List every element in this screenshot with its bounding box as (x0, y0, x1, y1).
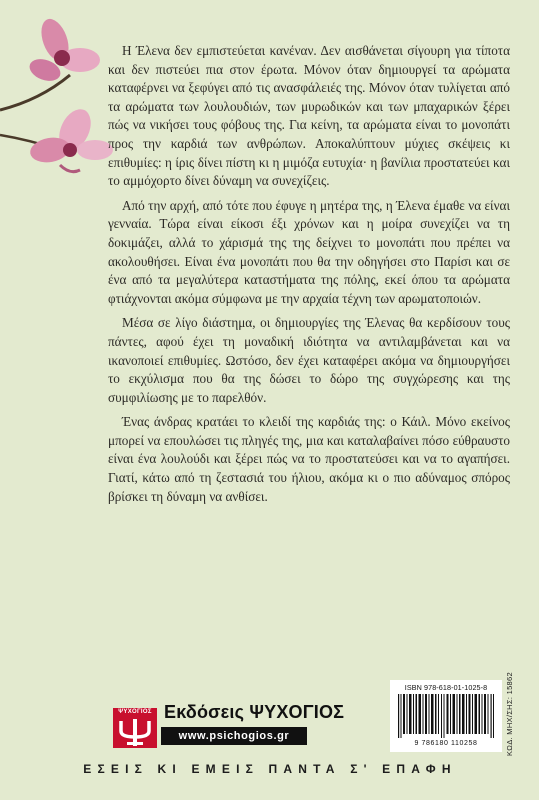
publisher-name: Εκδόσεις ΨΥΧΟΓΙΟΣ (164, 702, 345, 722)
orchid-illustration (0, 0, 120, 200)
isbn-label: ISBN 978-618-01-1025-8 (404, 683, 488, 692)
blurb-paragraph: Μέσα σε λίγο διάστημα, οι δημιουργίες της Έλενας θα κερδίσουν τους πάντες, αφού έχει τη μοναδική ιδιότητα να αντιλαμβάνεται και να ικανοποιεί επιθυμίες. Ωστόσο, δεν έχει καταφέρει ακόμα να δημιουργήσει το εκχύλισμα που θα της δώσει το δώρο της συγχώρεσης και της συμφιλίωσης με το παρελθόν. (108, 315, 510, 405)
logo-tag: ΨΥΧΟΓΙΟΣ (113, 708, 157, 717)
barcode-icon (396, 694, 496, 738)
psichogios-logo (113, 708, 157, 748)
blurb-paragraph: Η Έλενα δεν εμπιστεύεται κανέναν. Δεν αισθάνεται σίγουρη για τίποτα και δεν πιστεύει πια στον έρωτα. Μόνον όταν δημιουργεί τα αρώματα καταφέρνει να ξεφύγει από τις ανασφάλειές της. Μόνον όταν τυλίγεται από τα αρώματα των λουλουδιών, των μυρωδικών και των μπαχαρικών ξέρει πώς να νικήσει τους φόβους της. Για κείνη, τα αρώματα είναι το μονοπάτι προς την καρδιά των ανθρώπων. Αποκαλύπτουν μύχιες σκέψεις κι επιθυμίες: η ίρις δίνει πίστη κι η μιμόζα ευτυχία· η βανίλια προστατεύει και το αμμόχορτο δίνει δύναμη να συνεχίζεις. (108, 43, 510, 189)
blurb-paragraph: Ένας άνδρας κρατάει το κλειδί της καρδιάς της: ο Κάιλ. Μόνο εκείνος μπορεί να επουλώσει τις πληγές της, μια και καταλαβαίνει πόσο εύθραυστο είναι ένα λουλούδι και ξέρει πώς να το προστατεύσει και να το αγαπήσει. Γιατί, κάτω από τη ζεστασιά του ήλιου, ακόμα κι ο πιο αδύναμος σπόρος βρίσκει τη δύναμη να ανθίσει. (108, 414, 510, 504)
isbn-barcode (390, 680, 502, 752)
barcode-digits: 9 786180 110258 (414, 740, 478, 747)
blurb-paragraph: Από την αρχή, από τότε που έφυγε η μητέρα της, η Έλενα έμαθε να είναι γενναία. Τώρα είναι είκοσι έξι χρόνων και η μοίρα συνεχίζει να τη δοκιμάζει, αλλά το χάρισμά της της δείχνει το μονοπάτι που πρέπει να ακολουθήσει. Είναι ένα μονοπάτι που θα την οδηγήσει στο Παρίσι και σε ένα από τα μεγαλύτερα καταστήματα της πόλης, εκεί όπου τα αρώματα φτιάχνονται ακόμα σύμφωνα με την αρχαία τέχνη των αρωματοποιών. (108, 197, 510, 306)
back-cover-blurb (108, 42, 510, 512)
product-code-label: ΚΩΔ. ΜΗΧ/ΣΗΣ: 15862 (505, 672, 514, 756)
psi-icon (113, 717, 157, 748)
publisher-url: www.psichogios.gr (161, 727, 307, 745)
publisher-slogan: ΕΣΕΙΣ ΚΙ ΕΜΕΙΣ ΠΑΝΤΑ Σ' ΕΠΑΦΗ (83, 762, 457, 776)
